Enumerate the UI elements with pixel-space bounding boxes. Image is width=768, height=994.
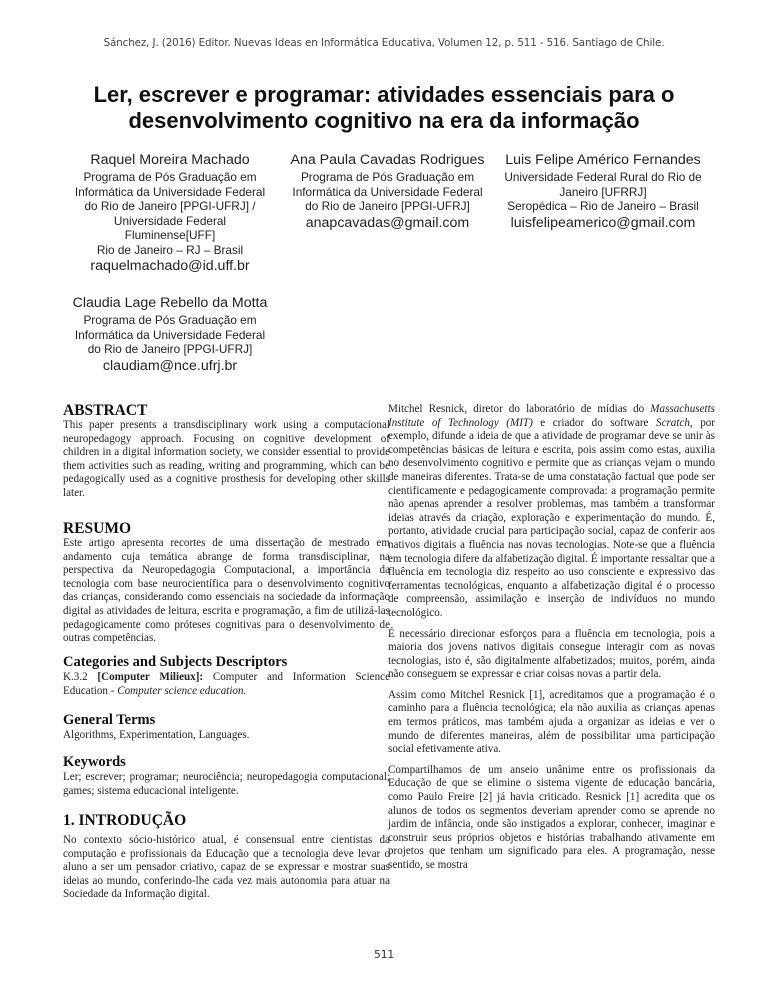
text-run: Mitchel Resnick, diretor do laboratório de mídias do — [388, 403, 651, 415]
page-number: 511 — [374, 948, 394, 961]
abstract-heading: ABSTRACT — [63, 402, 148, 419]
text-run: , por exemplo, difunde a ideia de que a atividade de programar deve se unir às competências básicas de leitura e escrita, pois assim como estas, auxilia no desenvolvimento cognitivo e permite que as crianças vejam o mundo de maneiras diferentes. Trata-se de uma constatação factual que pode ser cientificamente e pedagogicamente comprovada: a programação permite não apenas aprender a resolver problemas, mas também a transformar ideias através da criação, exploração e experimentação do mundo. É, portanto, atividade crucial para participação social, capaz de conferir aos nativos digitais a fluência nas novas tecnologias. Note-se que a fluência em tecnologia difere da alfabetização digital. É importante ressaltar que a fluência em tecnologia diz respeito ao uso consciente e expressivo das ferramentas tecnológicas, enquanto a alfabetização digital é o processo de compreensão, assimilação e inserção de indivíduos no mundo tecnológico. — [388, 416, 715, 619]
author-affiliation-line: Programa de Pós Graduação em — [300, 170, 475, 184]
category-bold: [Computer Milieux]: — [97, 671, 204, 683]
paragraph-assim-como: Assim como Mitchel Resnick [1], acreditamos que a programação é o caminho para a fluência tecnológica; ela não auxilia as crianças apenas em termos práticos, mas também ajuda a organizar as ideias e ver o mundo de diferentes maneiras, além de possibilitar uma participação social efetivamente ativa. — [388, 688, 715, 756]
author-block-2 — [275, 152, 500, 232]
author-affiliation-line: Janeiro [UFRRJ] — [559, 184, 647, 199]
author-affiliation-line: do Rio de Janeiro [PPGI-UFRJ] — [87, 342, 253, 356]
paragraph-resnick — [388, 403, 715, 621]
general-terms-heading: General Terms — [63, 712, 156, 728]
author-affiliation-line: Fluminense[UFF] — [124, 228, 216, 242]
general-terms-text: Algorithms, Experimentation, Languages. — [63, 729, 250, 741]
author-affiliation-line: Informática da Universidade Federal — [292, 184, 483, 199]
title-line-2: desenvolvimento cognitivo na era da informação — [128, 108, 640, 133]
right-column — [388, 403, 715, 873]
keywords-text: Ler; escrever; programar; neurociência; neuropedagogia computacional; games; sistema educacional inteligente. — [63, 771, 390, 797]
author-affiliation-line: Programa de Pós Graduação em — [83, 313, 257, 327]
author-name: Claudia Lage Rebello da Motta — [72, 295, 268, 311]
italic-run: Scratch — [656, 416, 690, 429]
author-affiliation-line: Seropédica – Rio de Janeiro – Brasil — [507, 199, 699, 213]
paragraph-compartilhamos: Compartilhamos de um anseio unânime entre os profissionais da Educação de que se elimine o sistema vigente de educação bancária, como Paulo Freire [2] já havia criticado. Resnick [1] acredita que os alunos de todos os segmentos deveriam aprender como se aprende no jardim de infância, onde são instigados a explorar, conhecer, imaginar e construir seus próprios objetos e histórias trabalhando ativamente em projetos que tenham um significado para eles. A programação, nesse sentido, se mostra — [388, 763, 715, 871]
author-affiliation-line: Universidade Federal Rural do Rio de — [504, 170, 702, 184]
title-line-1: Ler, escrever e programar: atividades essenciais para o — [93, 82, 675, 107]
resumo-heading: RESUMO — [63, 520, 132, 537]
author-email-link[interactable]: claudiam@nce.ufrj.br — [102, 357, 238, 374]
abstract-text: This paper presents a transdisciplinary work using a computacional neuropedagogy approach. Focusing on cognitive development of children in a digital information society, we consider essential to provide them activities such as reading, writing and programming, which can be pedagogically used as a cognitive prosthesis for developing other skills later. — [63, 419, 390, 499]
author-affiliation-line: Informática da Universidade Federal — [74, 184, 266, 199]
paper-title — [40, 82, 728, 134]
categories-heading: Categories and Subjects Descriptors — [63, 654, 288, 670]
author-affiliation-line: do Rio de Janeiro [PPGI-UFRJ] — [305, 199, 470, 213]
citation-header: Sánchez, J. (2016) Editor. Nuevas Ideas en Informática Educativa, Volumen 12, p. 511 - 516. Santiago de Chile. — [103, 37, 665, 49]
general-terms-section — [63, 712, 390, 743]
category-text: Computer and Information Science Education - — [63, 671, 390, 697]
resumo-text: Este artigo apresenta recortes de uma dissertação de mestrado em andamento cuja temática abrange de forma transdisciplinar, na perspectiva da Neuropedagogia Computacional, a importância da tecnologia com base neurocientífica para o desenvolvimento cognitivo das crianças, considerando como essenciais na sociedade da informação digital as atividades de leitura, escrita e programação, a fim de utilizá-las pedagogicamente como próteses cognitivas para o desenvolvimento de outras competências. — [63, 537, 390, 645]
author-name: Ana Paula Cavadas Rodrigues — [290, 152, 485, 168]
author-block-4 — [60, 295, 280, 375]
author-name: Raquel Moreira Machado — [90, 152, 250, 168]
introduction-section — [63, 812, 390, 902]
author-affiliation-line: Informática da Universidade Federal — [74, 327, 266, 342]
category-code: K.3.2 — [63, 671, 98, 683]
author-block-1 — [60, 152, 280, 275]
author-affiliation-line: Rio de Janeiro – RJ – Brasil — [96, 242, 244, 257]
author-email-link[interactable]: luisfelipeamerico@gmail.com — [510, 214, 696, 231]
introduction-heading: 1. INTRODUÇÃO — [63, 812, 187, 829]
author-name: Luis Felipe Américo Fernandes — [505, 152, 701, 168]
categories-text — [63, 671, 390, 698]
keywords-heading: Keywords — [63, 754, 126, 770]
author-email-link[interactable]: anapcavadas@gmail.com — [305, 214, 470, 231]
text-run: e criador do software — [532, 416, 657, 429]
author-email-link[interactable]: raquelmachado@id.uff.br — [90, 258, 250, 274]
author-affiliation-line: Programa de Pós Graduação em — [83, 170, 257, 184]
italic-run: Massachusetts Institute of Technology (MIT) — [388, 403, 715, 429]
author-affiliation-line: Universidade Federal — [113, 213, 227, 228]
author-affiliation-line: do Rio de Janeiro [PPGI-UFRJ] / — [84, 199, 256, 213]
category-italic: Computer science education. — [117, 684, 247, 697]
categories-section — [63, 654, 390, 698]
keywords-section — [63, 754, 390, 798]
introduction-text: No contexto sócio-histórico atual, é consensual entre cientistas da computação e profissionais da Educação que a tecnologia deve levar o aluno a ser um pensador criativo, capaz de se expressar e mostrar suas ideias ao mundo, conferindo-lhe cada vez mais autonomia para atuar na Sociedade da Informação digital. — [63, 834, 390, 901]
resumo-section — [63, 520, 390, 646]
paragraph-fluencia: É necessário direcionar esforços para a fluência em tecnologia, pois a maioria dos jovens nativos digitais consegue interagir com as novas tecnologias, isto é, são digitalmente alfabetizados; muitos, porém, ainda não conseguem se expressar e criar coisas novas a partir dela. — [388, 627, 715, 681]
abstract-section — [63, 402, 390, 501]
author-block-3 — [483, 152, 723, 232]
